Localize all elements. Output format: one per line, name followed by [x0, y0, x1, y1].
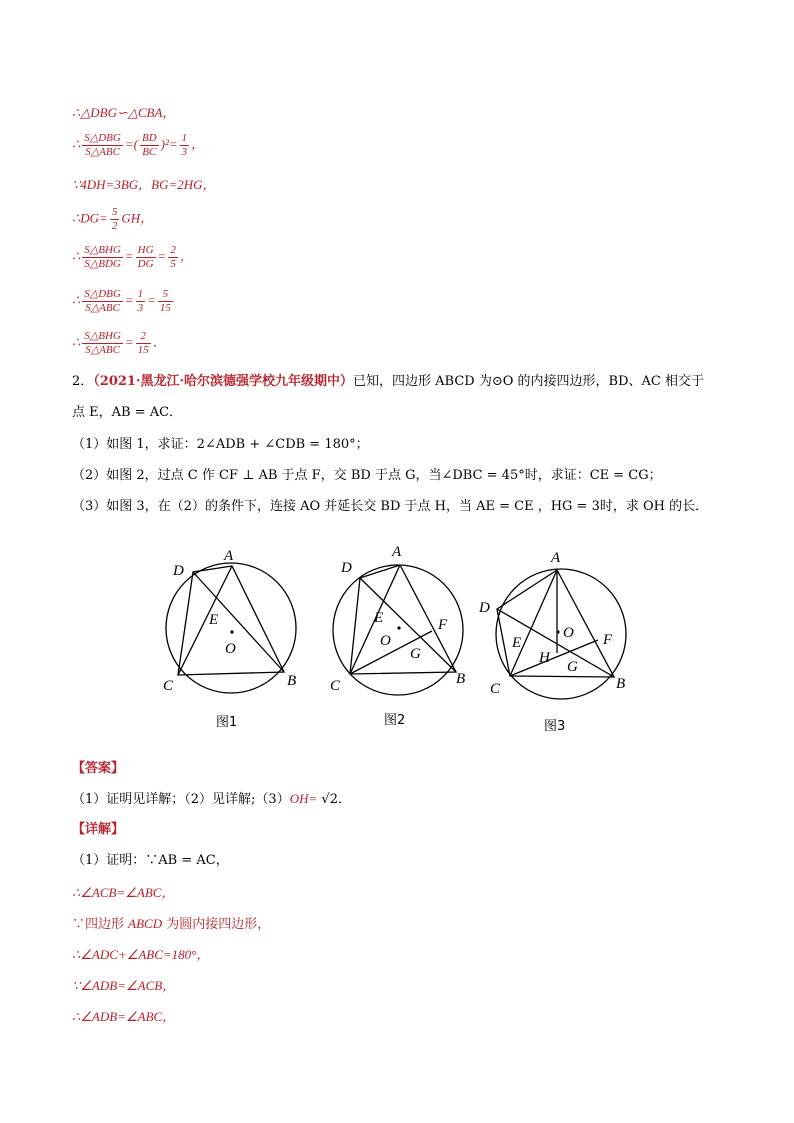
fig3-label-g: G — [567, 659, 578, 675]
fig3-label-f: F — [603, 632, 613, 648]
fig3-label-a: A — [551, 550, 561, 566]
fig1-label-b: B — [287, 673, 297, 689]
detail-line-5: ∵∠ADB=∠ACB， — [72, 978, 176, 993]
detail-line-3: ∵四边形 ABCD 为圆内接四边形， — [72, 916, 271, 932]
figure-1 — [166, 563, 296, 693]
fig2-center-dot — [397, 626, 400, 629]
fig2-label-d: D — [341, 560, 352, 576]
fig2-label-a: A — [392, 544, 402, 560]
problem-stem-line2: 点 E，AB = AC． — [72, 405, 183, 420]
problem-stem-line1: 2．（2021·黑龙江·哈尔滨德强学校九年级期中）已知，四边形 ABCD 为⊙O 的内接四边形，BD、AC 相交于 — [72, 374, 704, 389]
fig2-label-e: E — [374, 610, 384, 626]
fig2-label-f: F — [438, 617, 448, 633]
fig3-label-c: C — [490, 681, 501, 697]
solution-line-dg: ∴DG= $\frac{5}{2}$ GH， — [72, 206, 154, 232]
detail-heading: 【详解】 — [72, 822, 125, 837]
solution-line-bhg-ratio: ∴ $\frac{\text{S△BHG}}{\text{S△BDG}}$ = $\frac{HG}{DG}$ = $\frac{2}{5}$ ， — [72, 244, 193, 270]
detail-line-1: （1）证明：∵AB = AC， — [72, 853, 229, 868]
problem-question-3: （3）如图 3，在（2）的条件下，连接 AO 并延长交 BD 于点 H，当 AE = CE ，HG = 3时，求 OH 的长． — [72, 499, 709, 514]
fig3-label-h: H — [539, 650, 550, 666]
fig1-label-d: D — [173, 563, 184, 579]
solution-line-given: ∵4DH=3BG，BG=2HG， — [72, 177, 216, 192]
figure-2-caption: 图2 — [384, 713, 406, 728]
solution-line-dbg-ratio: ∴ $\frac{\text{S△DBG}}{\text{S△ABC}}$ = $\frac{1}{3}$ = $\frac{5}{15}$ — [72, 288, 171, 314]
fig1-label-a: A — [224, 548, 234, 564]
answer-text: （1）证明见详解；（2）见详解;（3）OH= √2． — [72, 791, 351, 807]
solution-line-ratio: ∴ $\frac{\text{S△DBG}}{\text{S△ABC}}$ =( $\frac{BD}{BC}$ )²= $\frac{1}{3}$ ， — [72, 132, 205, 158]
solution-line-final: ∴ $\frac{\text{S△BHG}}{\text{S△ABC}}$ = $\frac{2}{15}$ ． — [72, 330, 166, 356]
problem-source: （2021·黑龙江·哈尔滨德强学校九年级期中） — [93, 374, 354, 389]
fig1-label-c: C — [163, 678, 174, 694]
fig1-label-e: E — [209, 612, 219, 628]
solution-line-similar: ∴△DBG∽△CBA， — [72, 105, 176, 120]
answer-heading: 【答案】 — [72, 761, 125, 776]
fig3-label-e: E — [512, 635, 522, 651]
fig2-label-c: C — [330, 678, 341, 694]
fig3-label-o: O — [563, 625, 574, 641]
fig3-center-dot — [556, 630, 559, 633]
fig2-label-g: G — [410, 646, 421, 662]
detail-line-6: ∴∠ADB=∠ABC， — [72, 1009, 176, 1024]
fig2-label-b: B — [456, 671, 466, 687]
figure-3-caption: 图3 — [544, 719, 566, 734]
detail-line-4: ∴∠ADC+∠ABC=180°， — [72, 947, 210, 962]
problem-question-2: （2）如图 2，过点 C 作 CF ⊥ AB 于点 F，交 BD 于点 G，当∠DBC = 45°时，求证：CE = CG； — [72, 468, 662, 483]
detail-line-2: ∴∠ACB=∠ABC， — [72, 885, 175, 900]
fig3-label-b: B — [616, 676, 626, 692]
figure-1-caption: 图1 — [216, 715, 238, 730]
problem-question-1: （1）如图 1，求证：2∠ADB + ∠CDB = 180°； — [72, 437, 369, 452]
fig1-center-dot — [230, 630, 233, 633]
fig3-label-d: D — [479, 600, 490, 616]
fig1-label-o: O — [225, 641, 236, 657]
fig2-label-o: O — [380, 633, 391, 649]
